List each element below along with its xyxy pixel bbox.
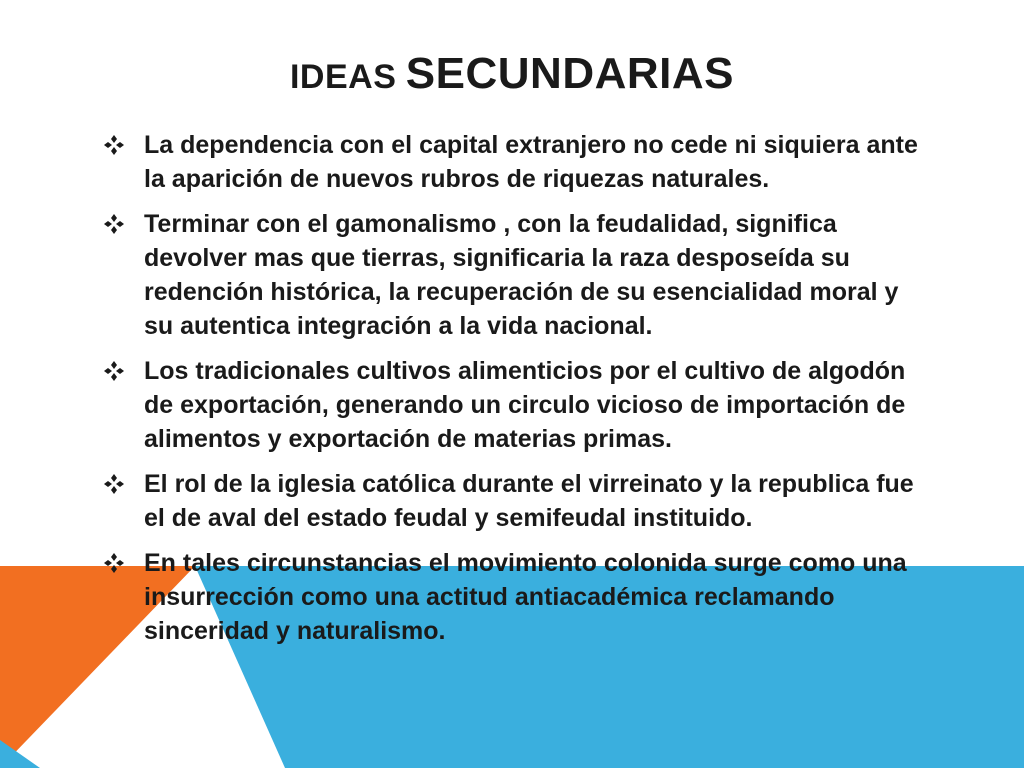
list-item [100,207,930,343]
list-item-text: La dependencia con el capital extranjero no cede ni siquiera ante la aparición de nuevos rubros de riquezas naturales. [144,131,918,193]
four-diamond-bullet-icon [104,553,124,573]
bullet-list [100,128,930,659]
four-diamond-bullet-icon [104,474,124,494]
slide-title [0,49,1024,98]
list-item [100,128,930,196]
list-item [100,546,930,648]
list-item-text: Los tradicionales cultivos alimenticios por el cultivo de algodón de exportación, generando un circulo vicioso de importación de alimentos y exportación de materias primas. [144,357,906,453]
list-item-text: Terminar con el gamonalismo , con la feudalidad, significa devolver mas que tierras, significaria la raza desposeída su redención histórica, la recuperación de su esencialidad moral y su autentica integración a la vida nacional. [144,210,899,340]
list-item [100,354,930,456]
four-diamond-bullet-icon [104,135,124,155]
title-word-ideas: IDEAS [289,58,397,96]
list-item-text: El rol de la iglesia católica durante el virreinato y la republica fue el de aval del estado feudal y semifeudal instituido. [144,470,914,532]
four-diamond-bullet-icon [104,214,124,234]
four-diamond-bullet-icon [104,361,124,381]
list-item [100,467,930,535]
title-word-secundarias: SECUNDARIAS [405,49,734,98]
list-item-text: En tales circunstancias el movimiento colonida surge como una insurrección como una actitud antiacadémica reclamando sinceridad y naturalismo. [144,549,907,645]
